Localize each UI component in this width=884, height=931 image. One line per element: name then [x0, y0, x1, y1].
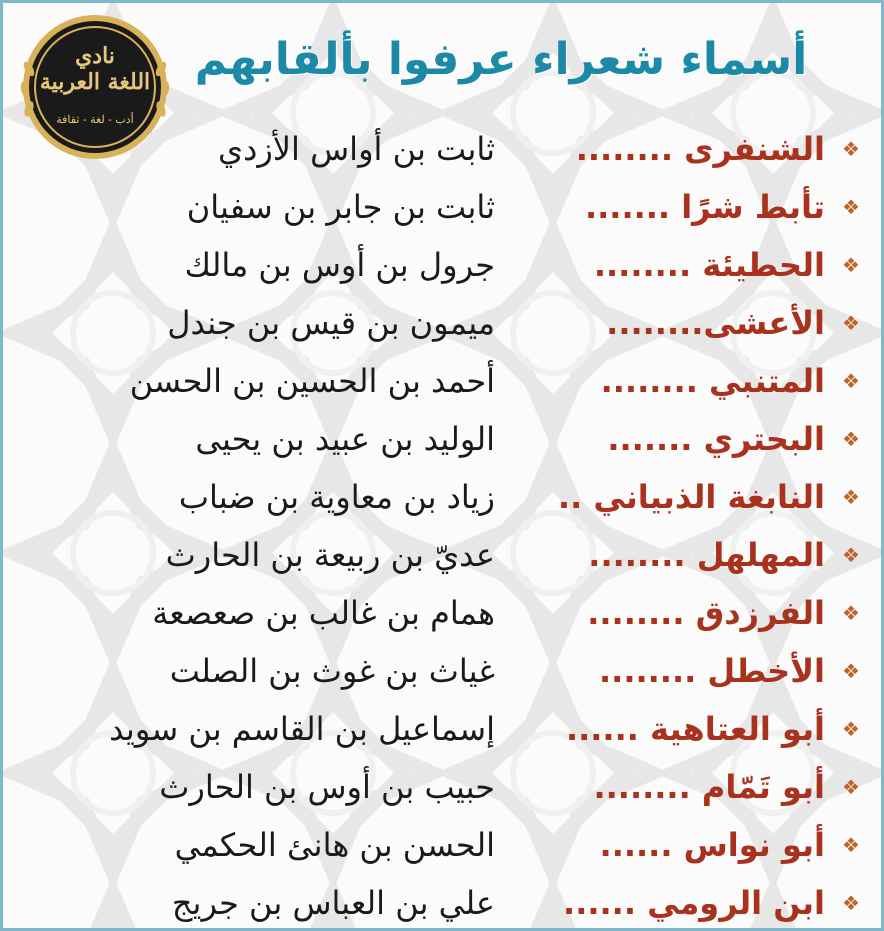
- poet-nickname: الأخطل ........: [599, 652, 825, 690]
- poet-full-name: أحمد بن الحسين بن الحسن: [129, 362, 495, 400]
- poet-full-name: علي بن العباس بن جريج: [171, 884, 495, 922]
- diamond-bullet-icon: ❖: [842, 659, 860, 683]
- poet-full-name: حبيب بن أوس بن الحارث: [159, 768, 495, 806]
- poet-row: [3, 413, 884, 471]
- diamond-bullet-icon: ❖: [842, 311, 860, 335]
- diamond-bullet-icon: ❖: [842, 369, 860, 393]
- diamond-bullet-icon: ❖: [842, 601, 860, 625]
- poet-row: [3, 529, 884, 587]
- poet-nickname: أبو العتاهية ......: [565, 710, 825, 748]
- poet-full-name: ميمون بن قيس بن جندل: [167, 304, 495, 342]
- poet-nickname: المتنبي ........: [600, 362, 825, 400]
- poet-full-name: الحسن بن هانئ الحكمي: [174, 826, 495, 864]
- poet-nickname: تأبط شرًا .......: [584, 188, 825, 226]
- logo-line-arabic: اللغة العربية: [39, 69, 151, 95]
- diamond-bullet-icon: ❖: [842, 833, 860, 857]
- poet-nickname: البحتري .......: [607, 420, 825, 458]
- poet-nickname: الشنفرى ........: [575, 130, 825, 168]
- logo-line-tagline: أدب - لغة - ثقافة: [56, 113, 134, 126]
- logo-line-club: نادي: [75, 43, 115, 69]
- poet-row: [3, 471, 884, 529]
- poet-row: [3, 761, 884, 819]
- poet-nickname: أبو نواس ......: [599, 826, 825, 864]
- diamond-bullet-icon: ❖: [842, 195, 860, 219]
- poet-row: [3, 297, 884, 355]
- poet-row: [3, 645, 884, 703]
- poet-full-name: إسماعيل بن القاسم بن سويد: [109, 710, 495, 748]
- club-logo: [7, 9, 183, 165]
- poet-full-name: ثابت بن أواس الأزدي: [218, 130, 495, 168]
- poet-row: [3, 355, 884, 413]
- poet-row: [3, 239, 884, 297]
- page-title: أسماء شعراء عرفوا بألقابهم: [194, 34, 808, 85]
- poet-full-name: عديّ بن ربيعة بن الحارث: [165, 536, 495, 574]
- diamond-bullet-icon: ❖: [842, 427, 860, 451]
- poet-full-name: همام بن غالب بن صعصعة: [152, 594, 495, 632]
- poet-nickname: النابغة الذبياني ..: [557, 478, 825, 516]
- poet-nickname: المهلهل ........: [588, 536, 825, 574]
- diamond-bullet-icon: ❖: [842, 137, 860, 161]
- diamond-bullet-icon: ❖: [842, 485, 860, 509]
- poet-row: [3, 587, 884, 645]
- diamond-bullet-icon: ❖: [842, 891, 860, 915]
- poet-nickname: ابن الرومي ......: [563, 884, 825, 922]
- diamond-bullet-icon: ❖: [842, 543, 860, 567]
- poet-full-name: ثابت بن جابر بن سفيان: [186, 188, 495, 226]
- diamond-bullet-icon: ❖: [842, 717, 860, 741]
- diamond-bullet-icon: ❖: [842, 253, 860, 277]
- poet-nickname: الحطيئة ........: [593, 246, 825, 284]
- poet-nickname: الفرزدق ........: [587, 594, 825, 632]
- poet-full-name: الوليد بن عبيد بن يحيى: [195, 420, 495, 458]
- poet-row: [3, 703, 884, 761]
- poet-row: [3, 877, 884, 931]
- poet-nickname: الأعشى........: [606, 304, 825, 342]
- poet-full-name: غياث بن غوث بن الصلت: [169, 652, 495, 690]
- poet-full-name: جرول بن أوس بن مالك: [184, 246, 495, 284]
- poets-list: [3, 123, 884, 931]
- poet-full-name: زياد بن معاوية بن ضباب: [178, 478, 495, 516]
- poet-nickname: أبو تَمّام ........: [593, 768, 825, 806]
- poet-row: [3, 181, 884, 239]
- diamond-bullet-icon: ❖: [842, 775, 860, 799]
- poet-row: [3, 819, 884, 877]
